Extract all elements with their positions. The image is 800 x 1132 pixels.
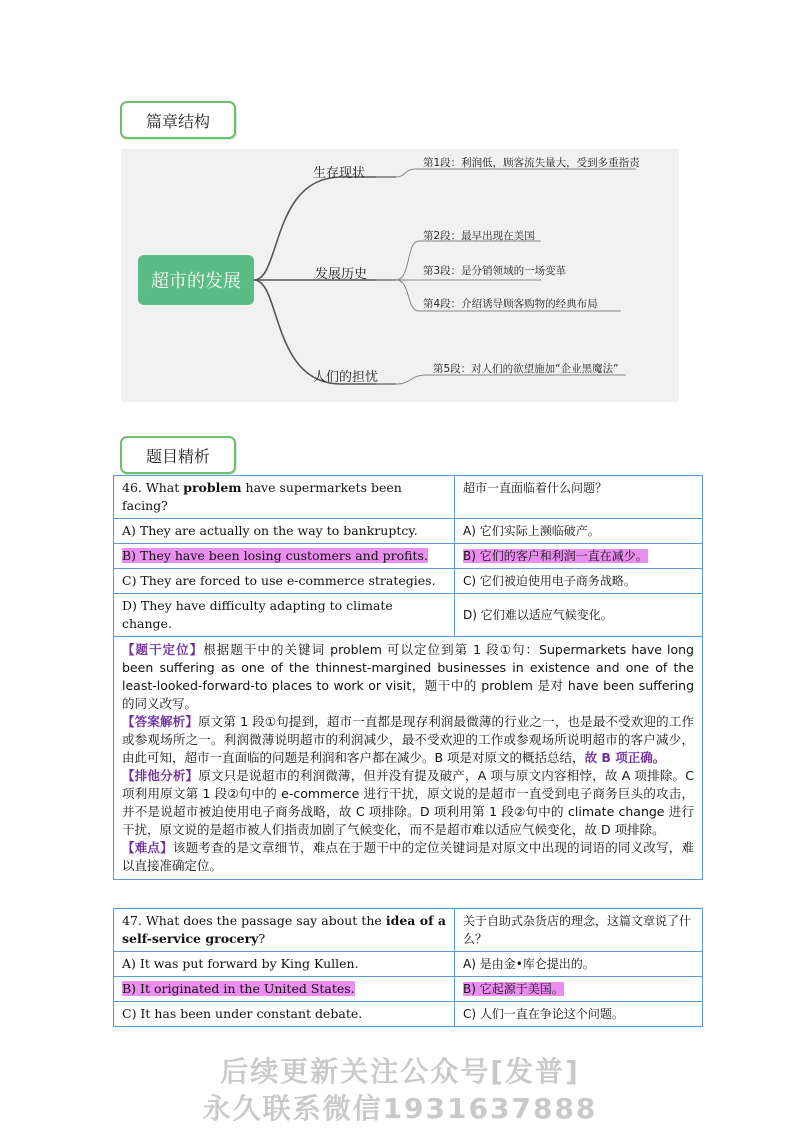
footer-contact-line: 永久联系微信1931637888: [202, 1092, 598, 1125]
question-46-zh: 超市一直面临着什么问题？: [455, 476, 703, 519]
question-47-table: [113, 908, 703, 1027]
mind-map-leaf: 第4段：介绍诱导顾客购物的经典布局: [423, 298, 598, 310]
difficulty-paragraph: 【难点】该题考查的是文章细节，难点在于题干中的定位关键词是对原文中出现的词语的同义改写，难以直接准确定位。: [122, 840, 694, 873]
option-b-en: [114, 977, 455, 1002]
mind-map-center: 超市的发展: [138, 255, 254, 305]
exclude-paragraph: 【排他分析】原文只是说超市的利润微薄，但并没有提及破产，A 项与原文内容相悖，故 A 项排除。C 项利用原文第 1 段②句中的 e-commerce 进行干扰，原文说的是超市一直受到电子商务巨头的攻击，并不是说超市被迫使用电子商务战略，故 C 项排除。D 项利用第 1 段②句中的 climate change 进行干扰，原文说的是超市被人们指责加剧了气候变化，而不是超市难以适应气候变化，故 D 项排除。: [122, 768, 694, 837]
option-a-en: A) It was put forward by King Kullen.: [114, 952, 455, 977]
option-b-zh: [455, 977, 703, 1002]
option-d-zh: D) 它们难以适应气候变化。: [455, 594, 703, 637]
mind-map-leaf: 第3段：是分销领域的一场变革: [423, 265, 567, 277]
mind-map-branch: 生存现状: [313, 166, 366, 181]
mind-map: [121, 149, 679, 402]
locate-paragraph: 【题干定位】根据题干中的关键词 problem 可以定位到第 1 段①句：Supermarkets have long been suffering as one of the thinnest-margined businesses in existence and one of the least-looked-forward-to places to work or visit，题干中的 problem 是对 have been suffering 的同义改写。: [122, 642, 694, 711]
mind-map-branch: 发展历史: [315, 267, 368, 282]
option-d-en: D) They have difficulty adapting to climate change.: [114, 594, 455, 637]
option-a-en: A) They are actually on the way to bankruptcy.: [114, 519, 455, 544]
question-46-analysis: [114, 637, 703, 880]
footer-promo-line: 后续更新关注公众号[发普]: [220, 1055, 580, 1088]
mind-map-leaf: 第5段：对人们的欲望施加“企业黑魔法”: [433, 363, 619, 375]
question-47-zh: 关于自助式杂货店的理念，这篇文章说了什么？: [455, 909, 703, 952]
answer-highlight: B) 它们的客户和利润一直在减少。: [463, 549, 648, 563]
mind-map-leaf: 第2段：最早出现在美国: [423, 230, 535, 242]
section-title-structure: 篇章结构: [120, 101, 236, 139]
question-46-en: 46. What problem have supermarkets been facing?: [114, 476, 455, 519]
answer-highlight: B) 它起源于美国。: [463, 982, 564, 996]
question-47-en: 47. What does the passage say about the idea of a self-service grocery?: [114, 909, 455, 952]
answer-highlight: B) It originated in the United States.: [122, 981, 355, 996]
option-b-zh: [455, 544, 703, 569]
mind-map-leaf: 第1段：利润低，顾客流失量大，受到多重指责: [423, 157, 640, 169]
option-c-en: C) They are forced to use e-commerce strategies.: [114, 569, 455, 594]
option-c-zh: C) 人们一直在争论这个问题。: [455, 1002, 703, 1027]
option-c-zh: C) 它们被迫使用电子商务战略。: [455, 569, 703, 594]
section-title-analysis: 题目精析: [120, 436, 236, 474]
option-c-en: C) It has been under constant debate.: [114, 1002, 455, 1027]
option-b-en: [114, 544, 455, 569]
answer-highlight: B) They have been losing customers and profits.: [122, 548, 428, 563]
option-a-zh: A) 是由金•库仑提出的。: [455, 952, 703, 977]
question-46-table: [113, 475, 703, 880]
option-a-zh: A) 它们实际上濒临破产。: [455, 519, 703, 544]
mind-map-branch: 人们的担忧: [313, 370, 379, 385]
answer-paragraph: 【答案解析】原文第 1 段①句提到，超市一直都是现存利润最微薄的行业之一，也是最不受欢迎的工作或参观场所之一。利润微薄说明超市的利润减少，最不受欢迎的工作或参观场所说明超市的客户减少，由此可知，超市一直面临的问题是利润和客户都在减少。B 项是对原文的概括总结，故 B 项正确。: [122, 714, 694, 765]
